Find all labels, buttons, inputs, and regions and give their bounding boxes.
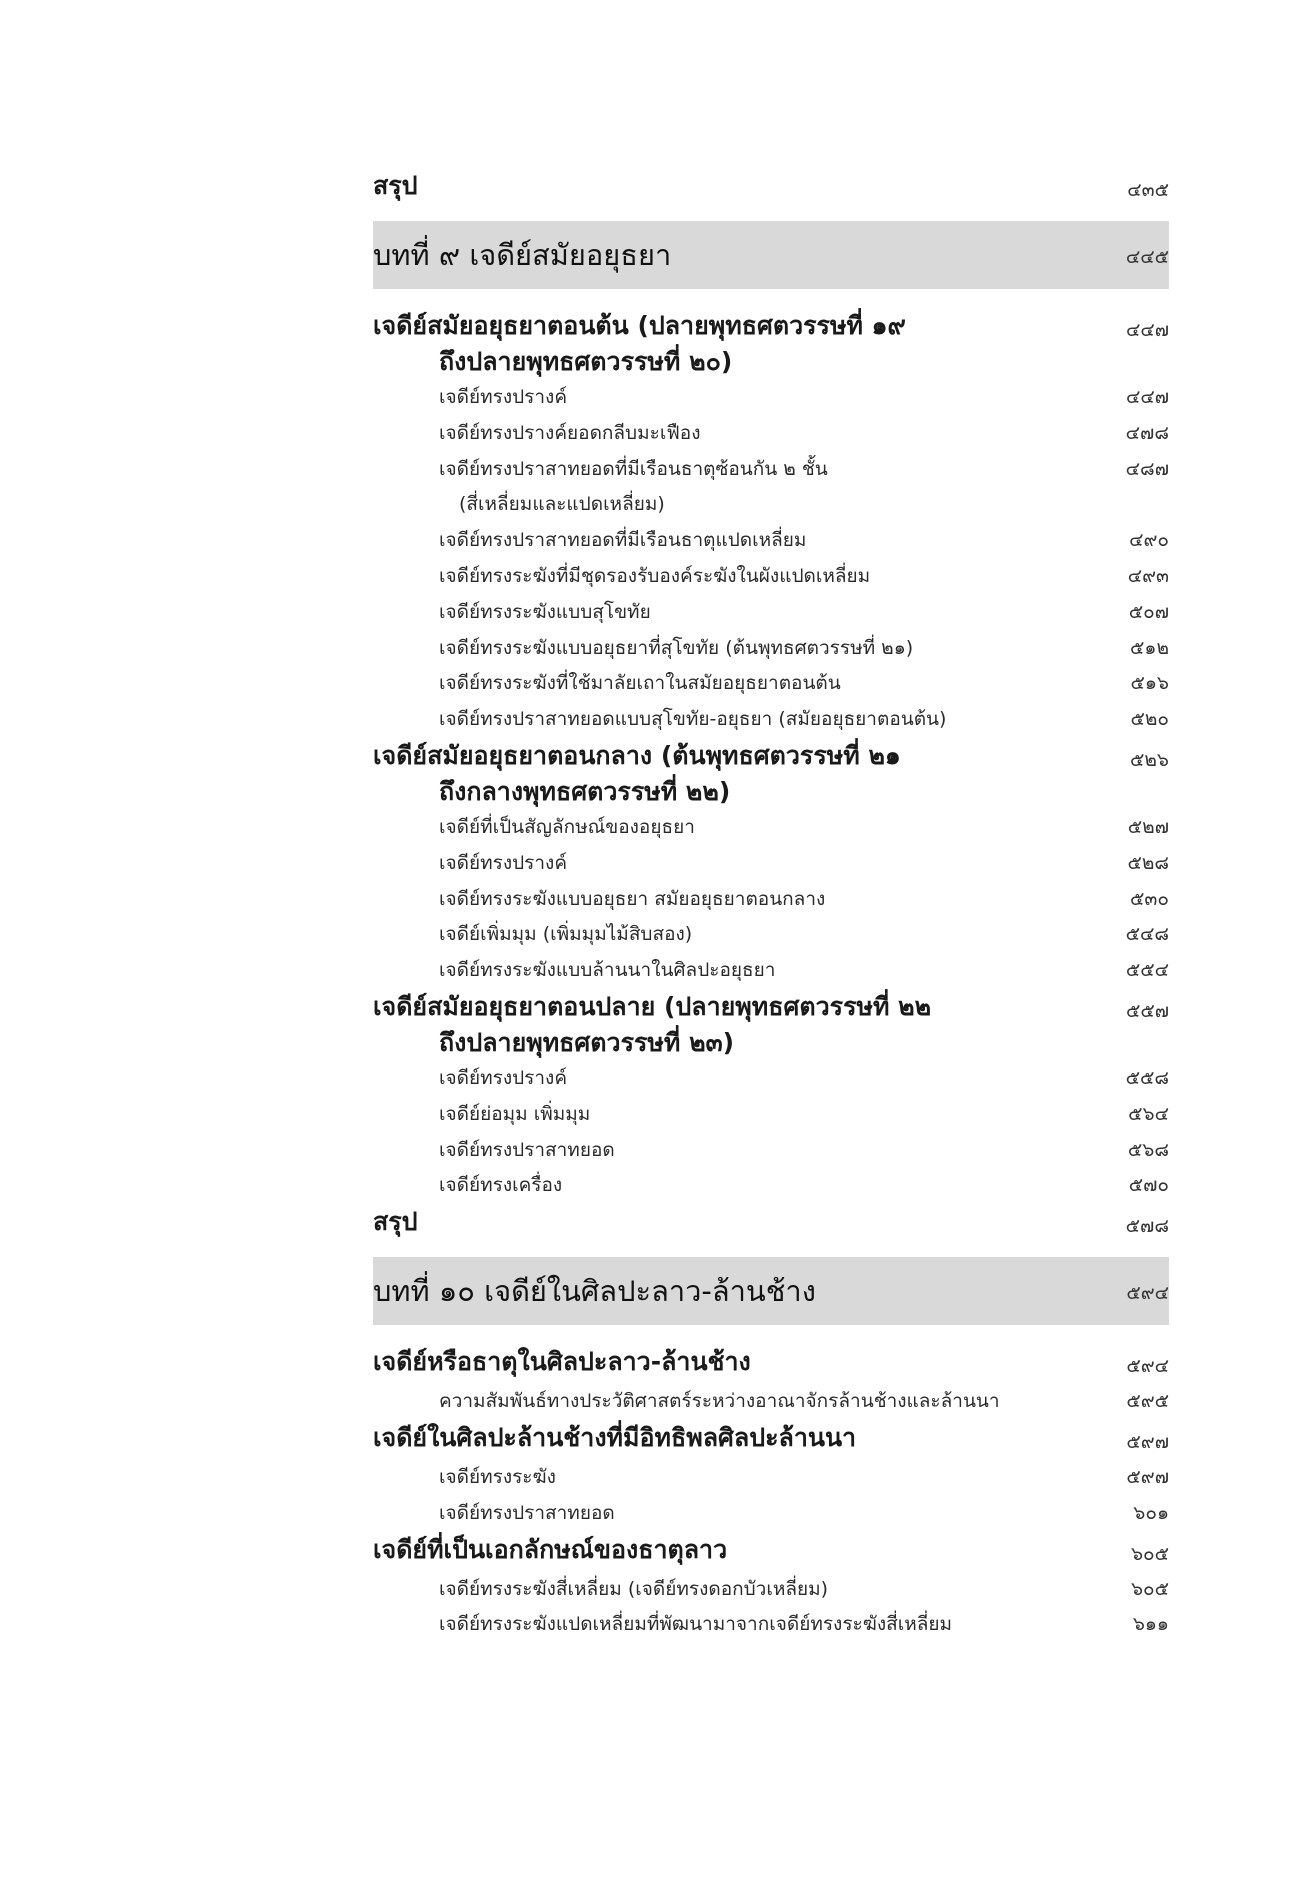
subsection-entry (373, 1097, 1169, 1133)
entry-title (373, 237, 1126, 273)
subsection-entry (373, 1384, 1169, 1420)
entry-title (373, 917, 1126, 953)
page-number: ๕๙๗ (1126, 1465, 1169, 1488)
entry-title (373, 1607, 1133, 1643)
entry-title (373, 168, 1127, 204)
page-number: ๕๒๗ (1127, 815, 1169, 838)
entry-title (373, 631, 1130, 667)
entry-title (373, 1532, 1131, 1568)
entry-title (373, 452, 1126, 524)
page-number: ๖๐๕ (1130, 1542, 1169, 1565)
entry-title-line: เจดีย์ทรงปรางค์ (439, 386, 568, 408)
entry-title (373, 416, 1126, 452)
entry-title (373, 702, 1130, 738)
page-number: ๕๕๔ (1125, 959, 1169, 982)
page-number: ๕๔๘ (1125, 923, 1169, 946)
page-number: ๕๑๖ (1130, 672, 1169, 695)
page-number: ๕๙๕ (1126, 1390, 1169, 1413)
chapter-heading (373, 221, 1169, 289)
entry-title-line: เจดีย์ทรงระฆังที่มีชุดรองรับองค์ระฆังในผังแปดเหลี่ยม (439, 564, 871, 587)
page-number: ๕๖๘ (1127, 1138, 1169, 1161)
page-number: ๕๗๘ (1125, 1215, 1169, 1238)
entry-title (373, 1061, 1126, 1097)
subsection-entry (373, 559, 1169, 595)
section-entry (373, 1420, 1169, 1460)
entry-title (373, 380, 1126, 416)
entry-title (373, 1344, 1126, 1380)
entry-title (373, 1273, 1126, 1309)
entry-title-line: เจดีย์ทรงปราสาทยอดที่มีเรือนธาตุซ้อนกัน ๒ ชั้น (439, 457, 828, 480)
page-number: ๕๒๘ (1127, 851, 1169, 874)
subsection-entry (373, 917, 1169, 953)
entry-title-line: เจดีย์สมัยอยุธยาตอนกลาง (ต้นพุทธศตวรรษที่ ๒๑ (373, 740, 901, 770)
page-number: ๖๐๑ (1133, 1501, 1169, 1524)
page-number: ๕๗๐ (1128, 1174, 1169, 1197)
section-entry (373, 738, 1169, 810)
entry-title-line: เจดีย์ที่เป็นเอกลักษณ์ของธาตุลาว (373, 1534, 728, 1564)
entry-title-line: ความสัมพันธ์ทางประวัติศาสตร์ระหว่างอาณาจักรล้านช้างและล้านนา (439, 1390, 1000, 1413)
page-number: ๕๖๔ (1128, 1102, 1169, 1125)
entry-title-line: สรุป (373, 1207, 418, 1237)
entry-title-line: เจดีย์ทรงระฆังแปดเหลี่ยมที่พัฒนามาจากเจดีย์ทรงระฆังสี่เหลี่ยม (439, 1613, 953, 1636)
entry-title-line: สรุป (373, 171, 418, 200)
page-number: ๕๙๔ (1126, 1282, 1169, 1305)
entry-title-line: เจดีย์ย่อมุม เพิ่มมุม (439, 1102, 591, 1125)
section-entry (373, 308, 1169, 380)
subsection-entry (373, 416, 1169, 452)
subsection-entry (373, 1460, 1169, 1496)
entry-title-line: เจดีย์ในศิลปะล้านช้างที่มีอิทธิพลศิลปะล้านนา (373, 1422, 857, 1452)
entry-title-line: เจดีย์ทรงระฆัง (439, 1465, 556, 1488)
entry-title (373, 882, 1130, 918)
page-number: ๔๙๓ (1127, 564, 1169, 587)
entry-title-line: เจดีย์หรือธาตุในศิลปะลาว-ล้านช้าง (373, 1347, 751, 1377)
entry-title-line: เจดีย์ทรงปรางค์ (439, 1066, 568, 1089)
subsection-entry (373, 953, 1169, 989)
page-number: ๔๙๐ (1129, 529, 1169, 552)
table-of-contents (373, 168, 1169, 1643)
entry-title-line: เจดีย์ทรงระฆังแบบอยุธยาที่สุโขทัย (ต้นพุทธศตวรรษที่ ๒๑) (439, 636, 914, 659)
subsection-entry (373, 810, 1169, 846)
page-number: ๔๔๕ (1125, 246, 1169, 268)
subsection-entry (373, 666, 1169, 702)
page-number: ๕๑๒ (1130, 636, 1169, 659)
page-number: ๕๙๗ (1126, 1430, 1169, 1453)
subsection-entry (373, 452, 1169, 524)
page-number: ๕๕๗ (1125, 999, 1169, 1022)
subsection-entry (373, 702, 1169, 738)
subsection-entry (373, 380, 1169, 416)
entry-title-line: เจดีย์ทรงระฆังแบบอยุธยา สมัยอยุธยาตอนกลาง (439, 887, 826, 910)
entry-title (373, 1133, 1128, 1169)
entry-title (373, 1204, 1126, 1240)
subsection-entry (373, 1168, 1169, 1204)
entry-title (373, 989, 1126, 1061)
entry-title-continuation: ถึงปลายพุทธศตวรรษที่ ๒๐) (439, 347, 733, 376)
subsection-entry (373, 523, 1169, 559)
entry-title-continuation: (สี่เหลี่ยมและแปดเหลี่ยม) (459, 493, 665, 516)
entry-title-line: เจดีย์ทรงระฆังที่ใช้มาลัยเถาในสมัยอยุธยาตอนต้น (439, 672, 841, 695)
entry-title-line: เจดีย์ทรงปราสาทยอด (439, 1501, 615, 1524)
entry-title-line: เจดีย์ทรงปราสาทยอด (439, 1138, 615, 1161)
entry-title-line: เจดีย์ทรงเครื่อง (439, 1174, 563, 1197)
page-number: ๖๑๑ (1132, 1613, 1169, 1636)
entry-title (373, 953, 1126, 989)
entry-title (373, 308, 1126, 380)
page-number: ๔๘๗ (1125, 457, 1169, 480)
page-number: ๔๔๗ (1125, 386, 1169, 408)
page-number: ๔๗๘ (1125, 421, 1169, 444)
subsection-entry (373, 1496, 1169, 1532)
page-number: ๔๓๕ (1127, 179, 1169, 201)
section-entry (373, 1532, 1169, 1572)
page-number: ๕๙๔ (1126, 1355, 1169, 1378)
section-entry (373, 989, 1169, 1061)
entry-title-line: เจดีย์ทรงปราสาทยอดที่มีเรือนธาตุแปดเหลี่ยม (439, 529, 807, 552)
entry-title (373, 738, 1130, 810)
subsection-entry (373, 595, 1169, 631)
entry-title-line: เจดีย์ทรงปรางค์ยอดกลีบมะเฟือง (439, 421, 701, 444)
entry-title-line: เจดีย์ทรงระฆังแบบล้านนาในศิลปะอยุธยา (439, 959, 776, 982)
entry-title (373, 1384, 1126, 1420)
entry-title-line: เจดีย์เพิ่มมุม (เพิ่มมุมไม้สิบสอง) (439, 923, 693, 946)
page-number: ๕๒๖ (1130, 748, 1169, 771)
entry-title (373, 1496, 1133, 1532)
entry-title (373, 523, 1129, 559)
page-number: ๕๓๐ (1130, 887, 1169, 910)
entry-title (373, 595, 1129, 631)
entry-title-line: เจดีย์ที่เป็นสัญลักษณ์ของอยุธยา (439, 815, 695, 838)
subsection-entry (373, 1061, 1169, 1097)
entry-title (373, 846, 1127, 882)
page-number: ๖๐๕ (1130, 1577, 1169, 1600)
entry-title (373, 1460, 1126, 1496)
page-number: ๔๔๗ (1125, 319, 1169, 341)
entry-title-line: เจดีย์ทรงปราสาทยอดแบบสุโขทัย-อยุธยา (สมัยอยุธยาตอนต้น) (439, 708, 947, 731)
subsection-entry (373, 1607, 1169, 1643)
section-entry (373, 168, 1169, 208)
entry-title (373, 1420, 1126, 1456)
entry-title (373, 1168, 1129, 1204)
entry-title (373, 810, 1128, 846)
chapter-heading (373, 1257, 1169, 1325)
section-entry (373, 1344, 1169, 1384)
section-entry (373, 1204, 1169, 1244)
entry-title (373, 666, 1130, 702)
entry-title-continuation: ถึงปลายพุทธศตวรรษที่ ๒๓) (439, 1027, 735, 1057)
entry-title-line: เจดีย์ทรงระฆังสี่เหลี่ยม (เจดีย์ทรงดอกบัวเหลี่ยม) (439, 1577, 829, 1600)
entry-title (373, 1097, 1128, 1133)
entry-title-line: เจดีย์สมัยอยุธยาตอนปลาย (ปลายพุทธศตวรรษที่ ๒๒ (373, 991, 932, 1021)
entry-title-line: เจดีย์ทรงปรางค์ (439, 851, 568, 874)
subsection-entry (373, 882, 1169, 918)
entry-title-line: เจดีย์ทรงระฆังแบบสุโขทัย (439, 600, 651, 623)
entry-title-continuation: ถึงกลางพุทธศตวรรษที่ ๒๒) (439, 776, 731, 806)
page-number: ๕๕๘ (1125, 1066, 1169, 1089)
page-number: ๕๐๗ (1128, 600, 1169, 623)
subsection-entry (373, 846, 1169, 882)
entry-title (373, 1572, 1131, 1608)
subsection-entry (373, 1572, 1169, 1608)
subsection-entry (373, 1133, 1169, 1169)
subsection-entry (373, 631, 1169, 667)
entry-title (373, 559, 1128, 595)
entry-title-line: เจดีย์สมัยอยุธยาตอนต้น (ปลายพุทธศตวรรษที่ ๑๙ (373, 311, 906, 340)
entry-title-line: บทที่ ๑๐ เจดีย์ในศิลปะลาว-ล้านช้าง (373, 1274, 816, 1309)
entry-title-line: บทที่ ๙ เจดีย์สมัยอยุธยา (373, 238, 672, 272)
page-number: ๕๒๐ (1130, 708, 1169, 731)
